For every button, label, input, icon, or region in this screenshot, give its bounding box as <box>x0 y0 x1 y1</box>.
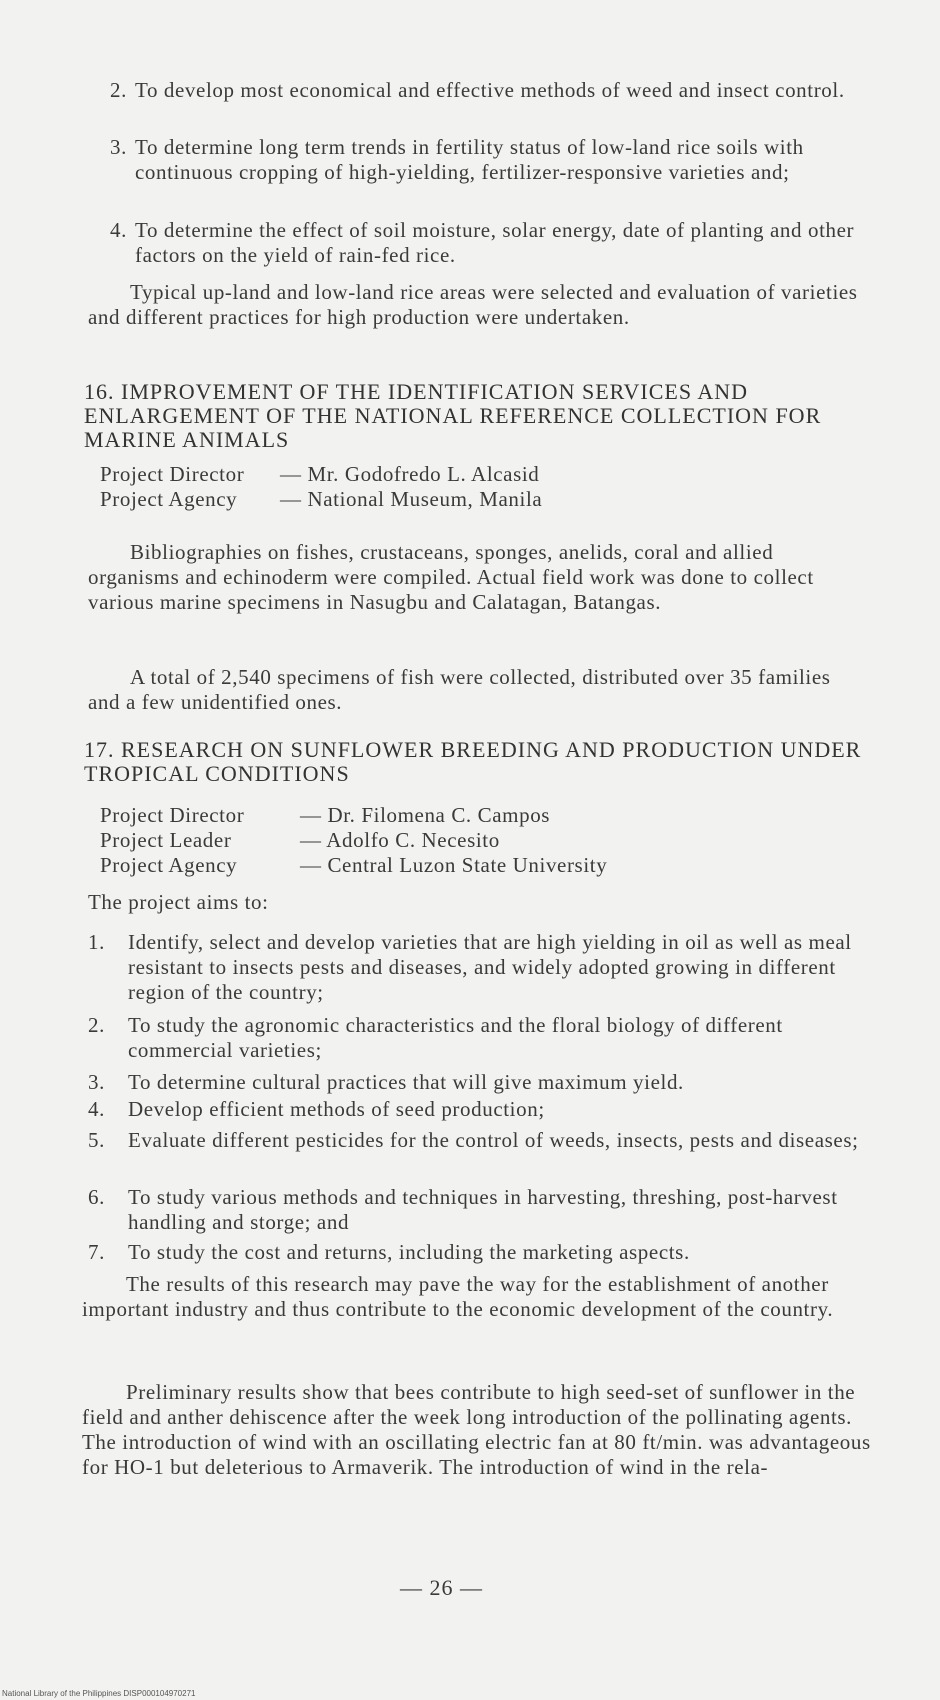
project-leader-value: — Adolfo C. Necesito <box>300 828 500 852</box>
list-item <box>88 1240 878 1265</box>
list-item <box>88 1013 878 1063</box>
project-agency-label: Project Agency <box>100 853 238 877</box>
project-director-row <box>100 803 800 828</box>
list-text: To study the cost and returns, including the marketing aspects. <box>128 1240 690 1264</box>
list-number: 7. <box>88 1240 105 1264</box>
section-17-title: 17. RESEARCH ON SUNFLOWER BREEDING AND PRODUCTION UNDER TROPICAL CONDITIONS <box>84 737 862 786</box>
project-agency-row <box>100 853 800 878</box>
paragraph-bibliographies: Bibliographies on fishes, crustaceans, sponges, anelids, coral and allied organisms and echinoderm were compiled. Actual field work was done to collect various marine specimens in Nasugbu and Calatagan, Batangas. <box>88 540 814 614</box>
list-number: 1. <box>88 930 105 954</box>
project-agency-value: — Central Luzon State University <box>300 853 608 877</box>
list-text: To determine long term trends in fertility status of low-land rice soils with continuous cropping of high-yielding, fertilizer-responsive varieties and; <box>135 135 804 184</box>
project-director-value: — Mr. Godofredo L. Alcasid <box>280 462 540 486</box>
paragraph-specimens: A total of 2,540 specimens of fish were collected, distributed over 35 families and a few unidentified ones. <box>88 665 831 714</box>
scan-label: National Library of the Philippines DISP000104970271 <box>2 1689 196 1698</box>
paragraph-preliminary: Preliminary results show that bees contribute to high seed-set of sunflower in the field and anther dehiscence after the week long introduction of the pollinating agents. The introduction of wind with an oscillating electric fan at 80 ft/min. was advantageous for HO-1 but deleterious to Armaverik. The introduction of wind in the rela- <box>82 1380 871 1479</box>
list-number: 6. <box>88 1185 105 1209</box>
list-item <box>88 930 878 1005</box>
list-text: To study the agronomic characteristics and the floral biology of different commercial varieties; <box>128 1013 783 1062</box>
list-number: 2. <box>88 1013 105 1037</box>
list-text: To develop most economical and effective methods of weed and insect control. <box>135 78 845 102</box>
list-text: To determine the effect of soil moisture, solar energy, date of planting and other factors on the yield of rain-fed rice. <box>135 218 855 267</box>
list-item <box>88 1185 878 1235</box>
project-agency-label: Project Agency <box>100 487 238 511</box>
list-item <box>88 1070 878 1095</box>
list-item <box>110 78 870 128</box>
list-number: 2. <box>110 78 127 102</box>
section-16-title: 16. IMPROVEMENT OF THE IDENTIFICATION SERVICES AND ENLARGEMENT OF THE NATIONAL REFERENCE COLLECTION FOR MARINE ANIMALS <box>84 379 822 452</box>
list-item <box>88 1097 878 1122</box>
project-director-label: Project Director <box>100 803 245 827</box>
list-item <box>110 135 870 210</box>
list-number: 3. <box>110 135 127 159</box>
list-number: 3. <box>88 1070 105 1094</box>
project-leader-row <box>100 828 800 853</box>
list-text: Develop efficient methods of seed production; <box>128 1097 545 1121</box>
project-leader-label: Project Leader <box>100 828 232 852</box>
list-text: To determine cultural practices that will give maximum yield. <box>128 1070 684 1094</box>
list-number: 4. <box>110 218 127 242</box>
list-text: To study various methods and techniques in harvesting, threshing, post-harvest handling and storge; and <box>128 1185 838 1234</box>
list-number: 5. <box>88 1128 105 1152</box>
project-director-label: Project Director <box>100 462 245 486</box>
list-text: Evaluate different pesticides for the control of weeds, insects, pests and diseases; <box>128 1128 859 1152</box>
list-item <box>88 1128 878 1178</box>
aims-intro: The project aims to: <box>88 890 269 914</box>
list-item <box>110 218 870 268</box>
project-director-row <box>100 462 800 487</box>
paragraph-results: The results of this research may pave the way for the establishment of another important industry and thus contribute to the economic development of the country. <box>82 1272 834 1321</box>
list-text: Identify, select and develop varieties that are high yielding in oil as well as meal resistant to insects pests and diseases, and widely adopted growing in different region of the country; <box>128 930 852 1004</box>
page-number: — 26 — <box>400 1575 483 1600</box>
project-director-value: — Dr. Filomena C. Campos <box>300 803 551 827</box>
list-number: 4. <box>88 1097 105 1121</box>
paragraph-upland: Typical up-land and low-land rice areas were selected and evaluation of varieties and different practices for high production were undertaken. <box>88 280 858 329</box>
project-agency-value: — National Museum, Manila <box>280 487 543 511</box>
project-agency-row <box>100 487 800 512</box>
